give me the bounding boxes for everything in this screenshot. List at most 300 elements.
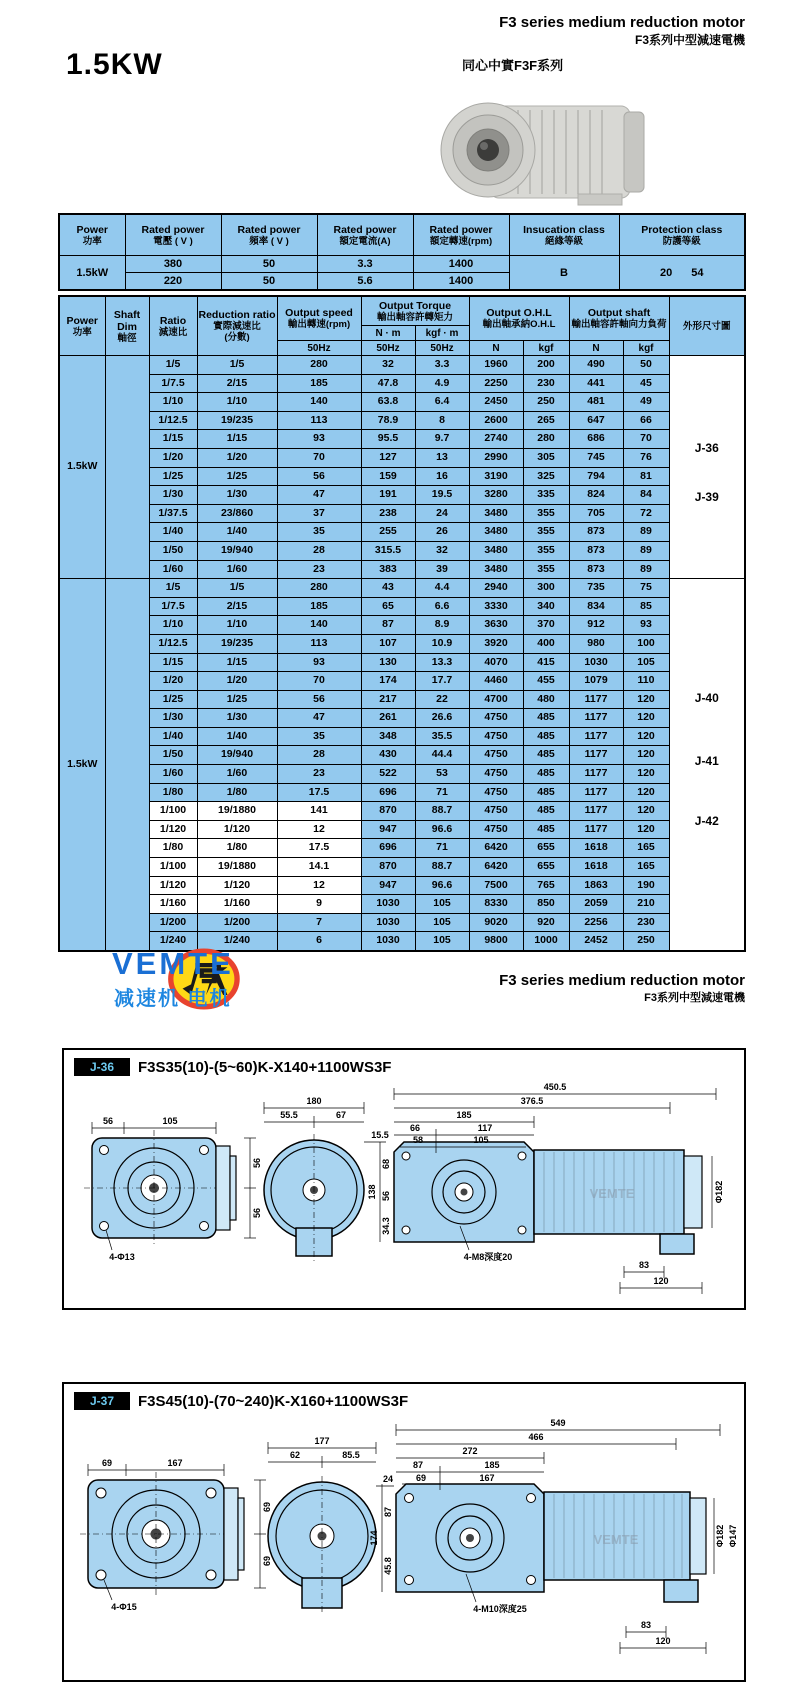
table-cell: 522 <box>361 765 415 784</box>
table-cell: 1/60 <box>149 765 197 784</box>
spec-subheader-n: N <box>469 341 523 356</box>
dim-label: 69 <box>262 1501 272 1513</box>
shaft-dim-cell <box>105 579 149 951</box>
table-cell: 1/50 <box>149 746 197 765</box>
dim-label: 549 <box>550 1418 566 1428</box>
table-cell: 1/10 <box>149 393 197 412</box>
side-view <box>268 1476 376 1614</box>
table-cell: 1/120 <box>197 876 277 895</box>
table-cell: 130 <box>361 653 415 672</box>
series-title-zh: F3系列中型減速電機 <box>634 33 745 47</box>
table-cell: 70 <box>623 430 669 449</box>
section-title-en: F3 series medium reduction motor <box>499 972 745 989</box>
table-cell: 430 <box>361 746 415 765</box>
table-cell: 190 <box>623 876 669 895</box>
dim-label: Φ182 <box>714 1180 724 1204</box>
table-cell: 1/160 <box>197 895 277 914</box>
table-cell: 824 <box>569 486 623 505</box>
table-cell: 19/940 <box>197 746 277 765</box>
table-cell: 3.3 <box>415 356 469 375</box>
table-cell: 335 <box>523 486 569 505</box>
table-cell: 13 <box>415 448 469 467</box>
table-cell: 1863 <box>569 876 623 895</box>
table-cell: 4750 <box>469 783 523 802</box>
table-cell: 49 <box>623 393 669 412</box>
table-cell: 765 <box>523 876 569 895</box>
table-cell: 9 <box>277 895 361 914</box>
table-cell: 873 <box>569 560 623 579</box>
dim-label: 466 <box>528 1432 544 1442</box>
spec-row <box>59 616 745 635</box>
table-cell: 485 <box>523 820 569 839</box>
table-cell: 1/20 <box>149 448 197 467</box>
outline-drawing-ref: J-41 <box>694 754 719 769</box>
dim-label: 45.8 <box>383 1557 393 1575</box>
table-cell: 2990 <box>469 448 523 467</box>
table-cell: 220 <box>125 273 221 291</box>
spec-row <box>59 597 745 616</box>
drawing-panel-j37 <box>62 1382 746 1682</box>
table-cell: 3480 <box>469 560 523 579</box>
table-cell: 12 <box>277 876 361 895</box>
dim-label: 68 <box>381 1158 391 1170</box>
drawing-title: F3S45(10)-(70~240)K-X160+1100WS3F <box>138 1393 409 1410</box>
table-cell: 3190 <box>469 467 523 486</box>
table-cell: 250 <box>623 932 669 951</box>
spec-header-reduction: Reduction ratio 實際減速比 (分數) <box>197 296 277 356</box>
table-cell: 380 <box>125 256 221 273</box>
table-cell: 63.8 <box>361 393 415 412</box>
table-cell: 348 <box>361 727 415 746</box>
table-cell: 647 <box>569 411 623 430</box>
spec-row <box>59 634 745 653</box>
table-cell: 96.6 <box>415 876 469 895</box>
table-cell: 1079 <box>569 672 623 691</box>
table-cell: 120 <box>623 727 669 746</box>
table-cell: 81 <box>623 467 669 486</box>
table-cell: 89 <box>623 541 669 560</box>
table-cell: 1960 <box>469 356 523 375</box>
dim-label: 272 <box>462 1446 478 1456</box>
table-cell: 19.5 <box>415 486 469 505</box>
spec-row <box>59 374 745 393</box>
table-cell: 19/235 <box>197 634 277 653</box>
table-cell: 1/10 <box>197 616 277 635</box>
table-cell: 4460 <box>469 672 523 691</box>
table-cell: 485 <box>523 746 569 765</box>
spec-row <box>59 913 745 932</box>
table-cell: 47 <box>277 486 361 505</box>
table-cell: 2600 <box>469 411 523 430</box>
dim-label: 56 <box>252 1157 262 1169</box>
table-cell: 120 <box>623 709 669 728</box>
table-cell: 735 <box>569 579 623 598</box>
table-cell: 110 <box>623 672 669 691</box>
table-cell: 185 <box>277 597 361 616</box>
table-cell: 120 <box>623 802 669 821</box>
table-cell: 165 <box>623 858 669 877</box>
dim-label: 185 <box>456 1110 472 1120</box>
drawing-code: J-37 <box>89 1394 115 1408</box>
table-cell: 9020 <box>469 913 523 932</box>
table-cell: 230 <box>523 374 569 393</box>
table-cell: 88.7 <box>415 858 469 877</box>
table-cell: 1/30 <box>149 709 197 728</box>
table-cell: 1/30 <box>149 486 197 505</box>
spec-row <box>59 411 745 430</box>
table-cell: 72 <box>623 504 669 523</box>
table-cell: 19/1880 <box>197 858 277 877</box>
watermark: VEMTE <box>593 1532 639 1547</box>
table-cell: 485 <box>523 765 569 784</box>
dim-label: 58 <box>412 1135 424 1145</box>
table-cell: 100 <box>623 634 669 653</box>
table-cell: 325 <box>523 467 569 486</box>
table-cell: 1/80 <box>197 839 277 858</box>
table-cell: 1/30 <box>197 709 277 728</box>
dim-label: 138 <box>367 1184 377 1200</box>
spec-subheader-n: N <box>569 341 623 356</box>
table-cell: 4750 <box>469 727 523 746</box>
rating-power: 1.5kW <box>59 256 125 291</box>
dim-label: 167 <box>479 1473 495 1483</box>
table-cell: 1030 <box>361 932 415 951</box>
table-cell: 2256 <box>569 913 623 932</box>
side-view <box>264 1134 364 1262</box>
table-cell: 1/40 <box>149 727 197 746</box>
spec-header-shaft: Shaft Dim 軸徑 <box>105 296 149 356</box>
spec-row <box>59 430 745 449</box>
table-cell: 355 <box>523 541 569 560</box>
spec-header-power: Power 功率 <box>59 296 105 356</box>
dim-label: Φ147 <box>728 1524 738 1548</box>
table-cell: 745 <box>569 448 623 467</box>
table-cell: 1/200 <box>149 913 197 932</box>
table-cell: 1/37.5 <box>149 504 197 523</box>
table-cell: 300 <box>523 579 569 598</box>
table-cell: 10.9 <box>415 634 469 653</box>
table-cell: 217 <box>361 690 415 709</box>
table-cell: 415 <box>523 653 569 672</box>
table-cell: 159 <box>361 467 415 486</box>
table-cell: 1/10 <box>149 616 197 635</box>
spec-row <box>59 820 745 839</box>
table-cell: 1/40 <box>197 727 277 746</box>
table-cell: 280 <box>277 356 361 375</box>
spec-row <box>59 448 745 467</box>
table-cell: 4070 <box>469 653 523 672</box>
table-cell: 47.8 <box>361 374 415 393</box>
table-cell: 3920 <box>469 634 523 653</box>
table-cell: 383 <box>361 560 415 579</box>
table-cell: 1/15 <box>149 653 197 672</box>
table-cell: 23 <box>277 765 361 784</box>
table-cell: 37 <box>277 504 361 523</box>
shaft-dim-cell <box>105 356 149 579</box>
table-cell: 1/40 <box>149 523 197 542</box>
dim-label: 83 <box>640 1620 652 1630</box>
table-cell: 1/15 <box>197 430 277 449</box>
drawing-panel-j36 <box>62 1048 746 1310</box>
table-cell: 1/7.5 <box>149 374 197 393</box>
table-cell: 56 <box>277 690 361 709</box>
table-cell: 1/80 <box>149 839 197 858</box>
table-cell: 120 <box>623 783 669 802</box>
table-cell: 4700 <box>469 690 523 709</box>
table-cell: 947 <box>361 820 415 839</box>
table-cell: 1/15 <box>149 430 197 449</box>
table-cell: 12 <box>277 820 361 839</box>
table-cell: 19/940 <box>197 541 277 560</box>
table-cell: 35 <box>277 523 361 542</box>
table-cell: 2940 <box>469 579 523 598</box>
table-cell: 28 <box>277 746 361 765</box>
spec-subheader-kgfm: kgf · m <box>415 326 469 341</box>
table-cell: 2250 <box>469 374 523 393</box>
table-cell: 1177 <box>569 690 623 709</box>
rating-header: Protection class 防護等級 <box>619 214 745 256</box>
table-cell: 140 <box>277 393 361 412</box>
table-cell: 200 <box>523 356 569 375</box>
table-cell: 7500 <box>469 876 523 895</box>
table-cell: 6 <box>277 932 361 951</box>
spec-row <box>59 467 745 486</box>
spec-header-torque: Output Torque 輸出軸容許轉矩力 <box>361 296 469 326</box>
table-cell: 870 <box>361 802 415 821</box>
table-cell: 261 <box>361 709 415 728</box>
table-cell: 70 <box>277 672 361 691</box>
table-cell: 696 <box>361 783 415 802</box>
table-cell: 455 <box>523 672 569 691</box>
rating-header: Rated power 額定電流(A) <box>317 214 413 256</box>
dim-label: 105 <box>162 1116 178 1126</box>
table-cell: 1177 <box>569 709 623 728</box>
table-cell: 7 <box>277 913 361 932</box>
table-cell: 56 <box>277 467 361 486</box>
table-cell: 71 <box>415 783 469 802</box>
table-cell: 1/5 <box>197 579 277 598</box>
page-title: 1.5KW <box>66 48 163 81</box>
dim-label: 24 <box>382 1474 394 1484</box>
table-cell: 485 <box>523 802 569 821</box>
table-cell: 88.7 <box>415 802 469 821</box>
table-cell: 93 <box>623 616 669 635</box>
table-cell: 355 <box>523 504 569 523</box>
spec-header-oshaft: Output shaft 輸出軸容許軸向力負荷 <box>569 296 669 341</box>
table-cell: 655 <box>523 858 569 877</box>
table-cell: 120 <box>623 746 669 765</box>
dim-label: 56 <box>381 1190 391 1202</box>
table-cell: 1/12.5 <box>149 411 197 430</box>
table-cell: 35 <box>277 727 361 746</box>
dim-label: 450.5 <box>543 1082 567 1092</box>
rating-header: Power 功率 <box>59 214 125 256</box>
table-cell: 8330 <box>469 895 523 914</box>
table-cell: 480 <box>523 690 569 709</box>
table-cell: 2450 <box>469 393 523 412</box>
table-cell: 8.9 <box>415 616 469 635</box>
table-cell: 65 <box>361 597 415 616</box>
table-cell: 355 <box>523 560 569 579</box>
table-cell: 1/10 <box>197 393 277 412</box>
power-cell: 1.5kW <box>59 356 105 579</box>
table-cell: 794 <box>569 467 623 486</box>
table-cell: 93 <box>277 430 361 449</box>
table-cell: 1/80 <box>197 783 277 802</box>
outline-drawing-cell <box>669 579 745 951</box>
outline-drawing-cell <box>669 356 745 579</box>
spec-header-dim: 外形尺寸圖 <box>669 296 745 356</box>
table-cell: 96.6 <box>415 820 469 839</box>
spec-subheader-hz: 50Hz <box>277 341 361 356</box>
drawing-title: F3S35(10)-(5~60)K-X140+1100WS3F <box>138 1059 392 1076</box>
table-cell: 947 <box>361 876 415 895</box>
table-cell: 255 <box>361 523 415 542</box>
spec-row <box>59 541 745 560</box>
spec-row <box>59 765 745 784</box>
logo-tagline: 减速机 电机 <box>114 988 232 1010</box>
table-cell: 2/15 <box>197 374 277 393</box>
table-cell: 17.5 <box>277 839 361 858</box>
table-cell: 1177 <box>569 746 623 765</box>
table-cell: 1000 <box>523 932 569 951</box>
table-cell: 24 <box>415 504 469 523</box>
table-cell: 165 <box>623 839 669 858</box>
table-cell: 400 <box>523 634 569 653</box>
dim-label: 69 <box>101 1458 113 1468</box>
dim-label: 120 <box>655 1636 671 1646</box>
spec-row <box>59 727 745 746</box>
table-cell: 355 <box>523 523 569 542</box>
table-cell: 1/200 <box>197 913 277 932</box>
table-cell: 340 <box>523 597 569 616</box>
rating-header: Rated power 電壓 ( V ) <box>125 214 221 256</box>
table-cell: 1030 <box>569 653 623 672</box>
table-cell: 45 <box>623 374 669 393</box>
table-cell: 305 <box>523 448 569 467</box>
dim-label: 105 <box>473 1135 489 1145</box>
table-cell: 6420 <box>469 839 523 858</box>
table-cell: 1/100 <box>149 858 197 877</box>
table-cell: 920 <box>523 913 569 932</box>
table-cell: 113 <box>277 634 361 653</box>
spec-row <box>59 839 745 858</box>
table-cell: 1618 <box>569 839 623 858</box>
logo-name: VEMTE <box>112 946 234 981</box>
table-cell: 19/1880 <box>197 802 277 821</box>
rating-insulation: B <box>509 256 619 291</box>
dim-label: 69 <box>415 1473 427 1483</box>
front-view <box>80 1472 244 1596</box>
table-cell: 19/235 <box>197 411 277 430</box>
table-cell: 1/240 <box>149 932 197 951</box>
spec-row <box>59 709 745 728</box>
table-cell: 9.7 <box>415 430 469 449</box>
rating-header: Rated power 頻率 ( V ) <box>221 214 317 256</box>
technical-drawing-j36 <box>64 1050 744 1304</box>
spec-row <box>59 746 745 765</box>
table-cell: 1/160 <box>149 895 197 914</box>
table-cell: 1/5 <box>197 356 277 375</box>
table-cell: 230 <box>623 913 669 932</box>
spec-table <box>58 295 746 952</box>
table-cell: 980 <box>569 634 623 653</box>
table-cell: 23 <box>277 560 361 579</box>
table-cell: 3480 <box>469 523 523 542</box>
table-cell: 4750 <box>469 709 523 728</box>
table-cell: 120 <box>623 765 669 784</box>
dim-label: 120 <box>653 1276 669 1286</box>
spec-row <box>59 523 745 542</box>
table-cell: 22 <box>415 690 469 709</box>
spec-row <box>59 393 745 412</box>
table-cell: 1/100 <box>149 802 197 821</box>
dim-label: 4-M8深度20 <box>463 1252 513 1262</box>
dim-label: 4-Φ15 <box>111 1602 137 1612</box>
dim-label: 83 <box>638 1260 650 1270</box>
table-cell: 2740 <box>469 430 523 449</box>
table-cell: 26.6 <box>415 709 469 728</box>
table-cell: 912 <box>569 616 623 635</box>
spec-row <box>59 876 745 895</box>
top-view <box>394 1142 702 1254</box>
spec-subheader-hz: 50Hz <box>415 341 469 356</box>
table-cell: 105 <box>623 653 669 672</box>
top-view <box>396 1484 706 1602</box>
dim-label: 56 <box>102 1116 114 1126</box>
spec-header-ratio: Ratio 減速比 <box>149 296 197 356</box>
table-cell: 238 <box>361 504 415 523</box>
dim-label: 55.5 <box>280 1110 298 1120</box>
table-cell: 93 <box>277 653 361 672</box>
motor-foot <box>578 194 622 205</box>
table-cell: 120 <box>623 820 669 839</box>
table-cell: 17.7 <box>415 672 469 691</box>
dim-label: 56 <box>252 1207 262 1219</box>
dim-label: 177 <box>314 1436 330 1446</box>
technical-drawing-j37 <box>64 1384 744 1676</box>
outline-drawing-ref: J-42 <box>694 813 719 828</box>
table-cell: 89 <box>623 560 669 579</box>
table-cell: 120 <box>623 690 669 709</box>
table-cell: 191 <box>361 486 415 505</box>
table-cell: 1177 <box>569 802 623 821</box>
rating-row <box>59 256 745 273</box>
power-cell: 1.5kW <box>59 579 105 951</box>
table-cell: 5.6 <box>317 273 413 291</box>
front-view <box>84 1130 236 1246</box>
table-cell: 873 <box>569 541 623 560</box>
table-cell: 481 <box>569 393 623 412</box>
table-cell: 26 <box>415 523 469 542</box>
table-cell: 2/15 <box>197 597 277 616</box>
table-cell: 4750 <box>469 802 523 821</box>
dim-label: 34.3 <box>381 1217 391 1235</box>
table-cell: 3280 <box>469 486 523 505</box>
table-cell: 485 <box>523 727 569 746</box>
table-cell: 9800 <box>469 932 523 951</box>
table-cell: 1/80 <box>149 783 197 802</box>
table-cell: 3480 <box>469 504 523 523</box>
table-cell: 280 <box>277 579 361 598</box>
table-cell: 4750 <box>469 746 523 765</box>
table-cell: 185 <box>277 374 361 393</box>
outline-drawing-ref: J-40 <box>694 691 719 706</box>
table-cell: 485 <box>523 783 569 802</box>
table-cell: 850 <box>523 895 569 914</box>
table-cell: 1/25 <box>197 690 277 709</box>
section-title-zh: F3系列中型減速電機 <box>644 992 745 1004</box>
